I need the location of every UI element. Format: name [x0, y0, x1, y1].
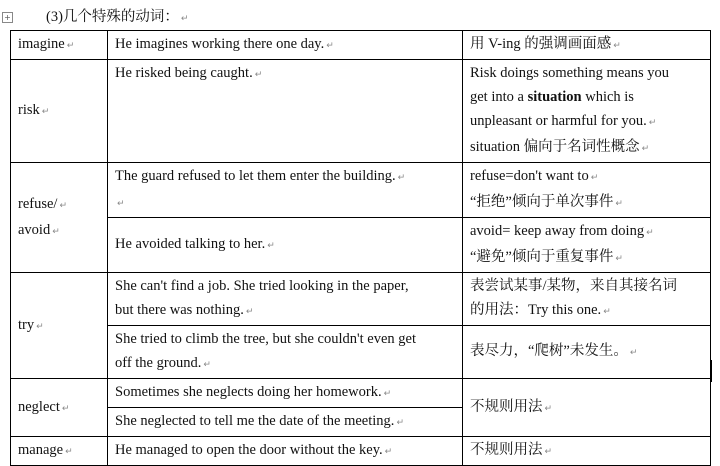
note-cell: 不规则用法 ↵: [463, 379, 711, 437]
table-row: [11, 218, 711, 273]
example-cell: He avoided talking to her. ↵: [108, 218, 463, 273]
table-anchor-icon[interactable]: +: [2, 12, 13, 23]
section-heading: (3)几个特殊的动词： ↵: [46, 9, 189, 25]
note-cell: 表尝试某事/某物，来自其接名词 的用法：Try this one. ↵: [463, 273, 711, 326]
example-cell: The guard refused to let them enter the building. ↵ ↵: [108, 163, 463, 218]
note-cell: Risk doings something means you get into a situation which is unpleasant or harmful for you. ↵ situation 偏向于名词性概念 ↵: [463, 60, 711, 163]
note-cell: 表尽力，“爬树”未发生。 ↵: [463, 326, 711, 379]
table-row: [11, 60, 711, 163]
verb-table: [10, 30, 711, 466]
verb-cell: neglect ↵: [11, 379, 108, 437]
verb-cell: risk ↵: [11, 60, 108, 163]
text-cursor: [711, 360, 712, 382]
note-cell: 不规则用法 ↵: [463, 437, 711, 466]
table-row: [11, 326, 711, 379]
example-cell: He imagines working there one day. ↵: [108, 31, 463, 60]
example-cell: She neglected to tell me the date of the meeting. ↵: [108, 408, 463, 437]
table-row: [11, 379, 711, 408]
table-row: [11, 163, 711, 218]
table-row: [11, 273, 711, 326]
table-row: [11, 31, 711, 60]
verb-cell: try ↵: [11, 273, 108, 379]
note-cell: 用 V-ing 的强调画面感 ↵: [463, 31, 711, 60]
table-row: [11, 437, 711, 466]
bold-term: situation: [527, 89, 582, 105]
example-cell: He risked being caught. ↵: [108, 60, 463, 163]
note-cell: refuse=don't want to ↵ “拒绝”倾向于单次事件 ↵: [463, 163, 711, 218]
note-cell: avoid= keep away from doing ↵ “避免”倾向于重复事件 ↵: [463, 218, 711, 273]
example-cell: He managed to open the door without the key. ↵: [108, 437, 463, 466]
example-cell: Sometimes she neglects doing her homework. ↵: [108, 379, 463, 408]
verb-cell: manage ↵: [11, 437, 108, 466]
example-cell: She tried to climb the tree, but she couldn't even get off the ground. ↵: [108, 326, 463, 379]
verb-cell: refuse/ ↵ avoid ↵: [11, 163, 108, 273]
example-cell: She can't find a job. She tried looking in the paper, but there was nothing. ↵: [108, 273, 463, 326]
verb-cell: imagine ↵: [11, 31, 108, 60]
